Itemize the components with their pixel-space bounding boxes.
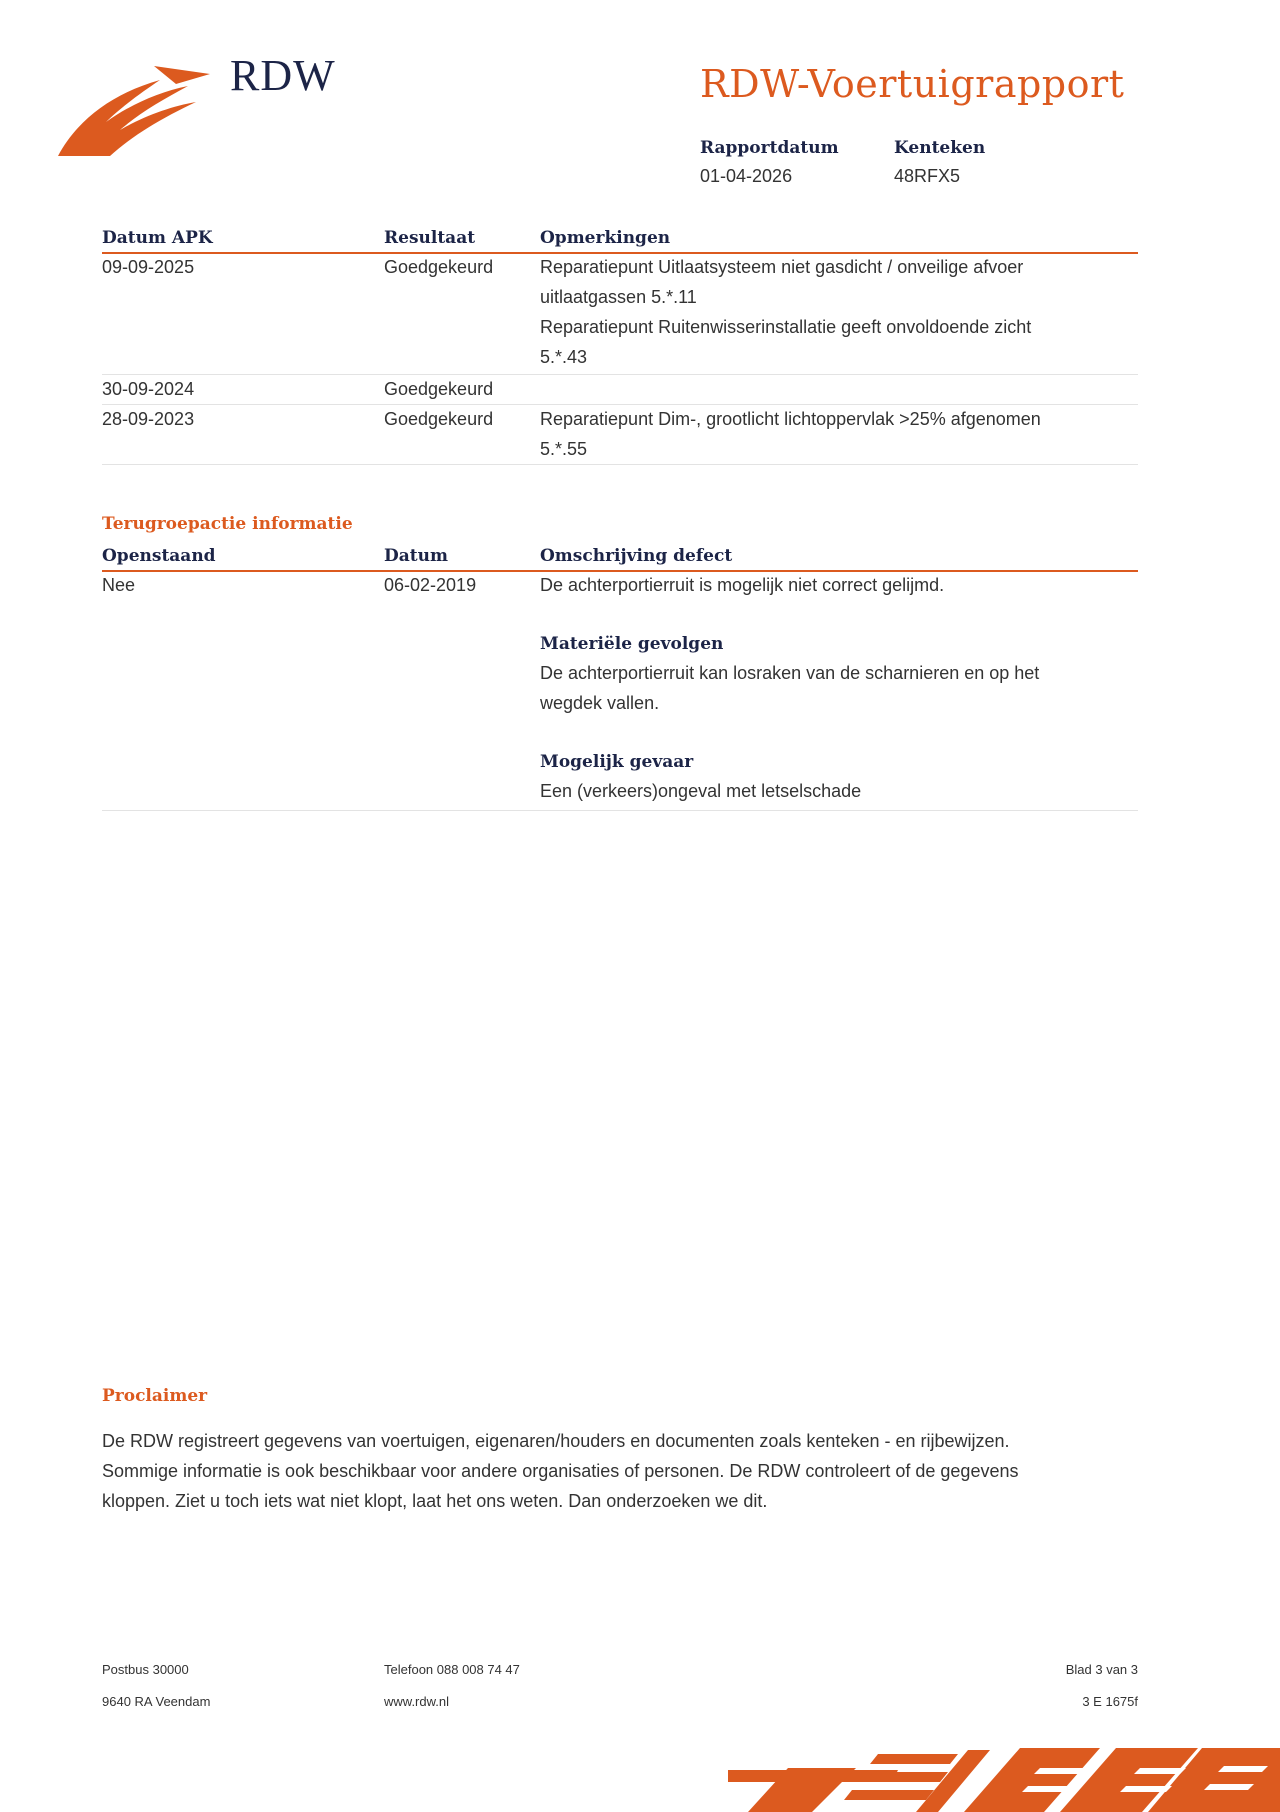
table-row-date: 09-09-2025: [102, 257, 195, 277]
table-row-remark: 5.*.43: [540, 347, 588, 367]
report-date-value: 01-04-2026: [700, 166, 793, 186]
recall-description: De achterportierruit is mogelijk niet correct gelijmd.: [540, 575, 945, 595]
table-row-date: 30-09-2024: [102, 379, 195, 399]
footer-phone: Telefoon 088 008 74 47: [384, 1662, 520, 1677]
rdw-logo-icon: [58, 50, 210, 162]
footer-address-line1: Postbus 30000: [102, 1662, 189, 1677]
recall-open-value: Nee: [102, 575, 136, 595]
apk-table: [102, 224, 1138, 464]
consequences-text: wegdek vallen.: [540, 693, 660, 713]
table-row-result: Goedgekeurd: [384, 409, 494, 429]
danger-heading: Mogelijk gevaar: [540, 752, 694, 772]
table-row-remark: 5.*.55: [540, 439, 588, 459]
column-header-defect: Omschrijving defect: [540, 546, 733, 566]
footer-stripes-decoration: [728, 1740, 1280, 1812]
proclaimer-line: De RDW registreert gegevens van voertuigen, eigenaren/houders en documenten zoals kenteken - en rijbewijzen.: [102, 1431, 1010, 1451]
consequences-text: De achterportierruit kan losraken van de scharnieren en op het: [540, 663, 1040, 683]
proclaimer-heading: Proclaimer: [102, 1386, 208, 1406]
proclaimer-text: [102, 1426, 1102, 1516]
table-row-remark: Reparatiepunt Dim-, grootlicht lichtoppervlak >25% afgenomen: [540, 409, 1041, 429]
proclaimer-line: kloppen. Ziet u toch iets wat niet klopt, laat het ons weten. Dan onderzoeken we dit.: [102, 1491, 768, 1511]
plate-label: Kenteken: [894, 138, 986, 158]
footer-address-line2: 9640 RA Veendam: [102, 1694, 211, 1709]
consequences-heading: Materiële gevolgen: [540, 634, 724, 654]
proclaimer-line: Sommige informatie is ook beschikbaar voor andere organisaties of personen. De RDW controleert of de gegevens: [102, 1461, 1019, 1481]
footer-website: www.rdw.nl: [384, 1694, 450, 1709]
table-row-remark: uitlaatgassen 5.*.11: [540, 287, 697, 307]
footer-code: 3 E 1675f: [1082, 1694, 1138, 1709]
table-row-remark: Reparatiepunt Ruitenwisserinstallatie geeft onvoldoende zicht: [540, 317, 1032, 337]
table-row-date: 28-09-2023: [102, 409, 195, 429]
table-row-remark: Reparatiepunt Uitlaatsysteem niet gasdicht / onveilige afvoer: [540, 257, 1024, 277]
column-header-open: Openstaand: [102, 546, 216, 566]
column-header-result: Resultaat: [384, 228, 476, 248]
document-title: RDW-Voertuigrapport: [700, 62, 1125, 106]
recall-date-value: 06-02-2019: [384, 575, 477, 595]
recall-heading: Terugroepactie informatie: [102, 514, 353, 534]
column-header-apk-date: Datum APK: [102, 228, 213, 248]
plate-value: 48RFX5: [894, 166, 961, 186]
danger-text: Een (verkeers)ongeval met letselschade: [540, 781, 862, 801]
column-header-remarks: Opmerkingen: [540, 228, 671, 248]
column-header-date: Datum: [384, 546, 448, 566]
logo-text: RDW: [230, 51, 336, 100]
report-date-label: Rapportdatum: [700, 138, 839, 158]
table-row-result: Goedgekeurd: [384, 379, 494, 399]
footer-page: Blad 3 van 3: [1065, 1662, 1138, 1677]
recall-table: [102, 542, 1138, 812]
table-row-result: Goedgekeurd: [384, 257, 494, 277]
